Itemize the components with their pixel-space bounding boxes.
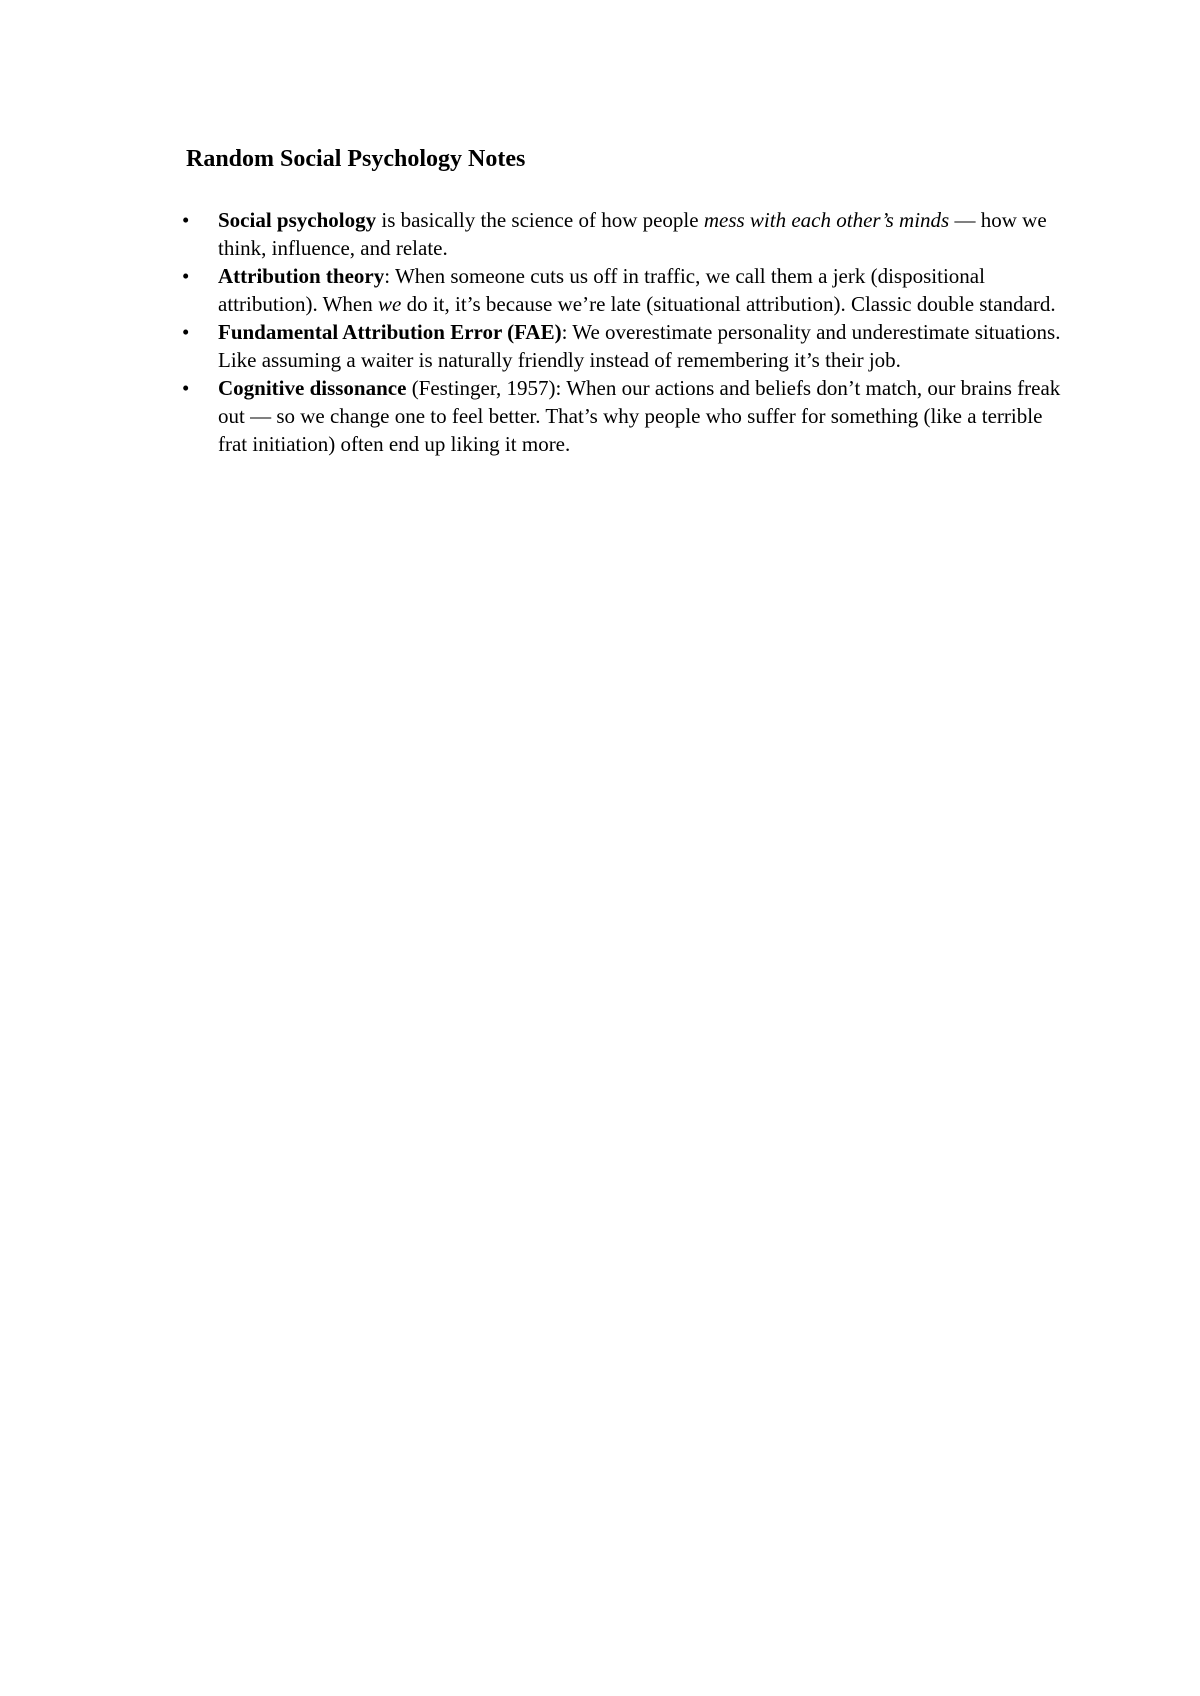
note-text: (Festinger, 1957): When our actions and beliefs don’t match, our brains freak out — so we change one to feel better. That’s why people who suffer for something (like a terrible frat initiation) often end up liking it more. <box>218 376 1061 456</box>
note-cognitive-dissonance <box>0 374 1068 458</box>
note-text: — how we think, influence, and relate. <box>218 208 1047 260</box>
note-term: Fundamental Attribution Error (FAE) <box>218 320 562 344</box>
bullet-icon: • <box>182 208 190 232</box>
note-emphasis: we <box>378 292 402 316</box>
note-fundamental-attribution-error <box>0 318 1068 374</box>
document-title: Random Social Psychology Notes <box>186 146 526 172</box>
bullet-icon: • <box>182 264 190 288</box>
bullet-icon: • <box>182 376 190 400</box>
note-term: Social psychology <box>218 208 377 232</box>
note-social-psychology <box>0 206 1068 262</box>
note-emphasis: mess with each other’s minds <box>703 208 950 232</box>
note-text: : When someone cuts us off in traffic, we call them a jerk (dispositional attribution). When <box>218 264 985 316</box>
note-text: is basically the science of how people <box>376 208 704 232</box>
notes-list <box>0 206 1200 458</box>
note-text: : We overestimate personality and underestimate situations. Like assuming a waiter is naturally friendly instead of remembering it’s their job. <box>218 320 1061 372</box>
bullet-icon: • <box>182 320 190 344</box>
note-attribution-theory <box>0 262 1068 318</box>
note-term: Cognitive dissonance <box>218 376 407 400</box>
note-text: do it, it’s because we’re late (situational attribution). Classic double standard. <box>401 292 1056 316</box>
note-term: Attribution theory <box>218 264 385 288</box>
